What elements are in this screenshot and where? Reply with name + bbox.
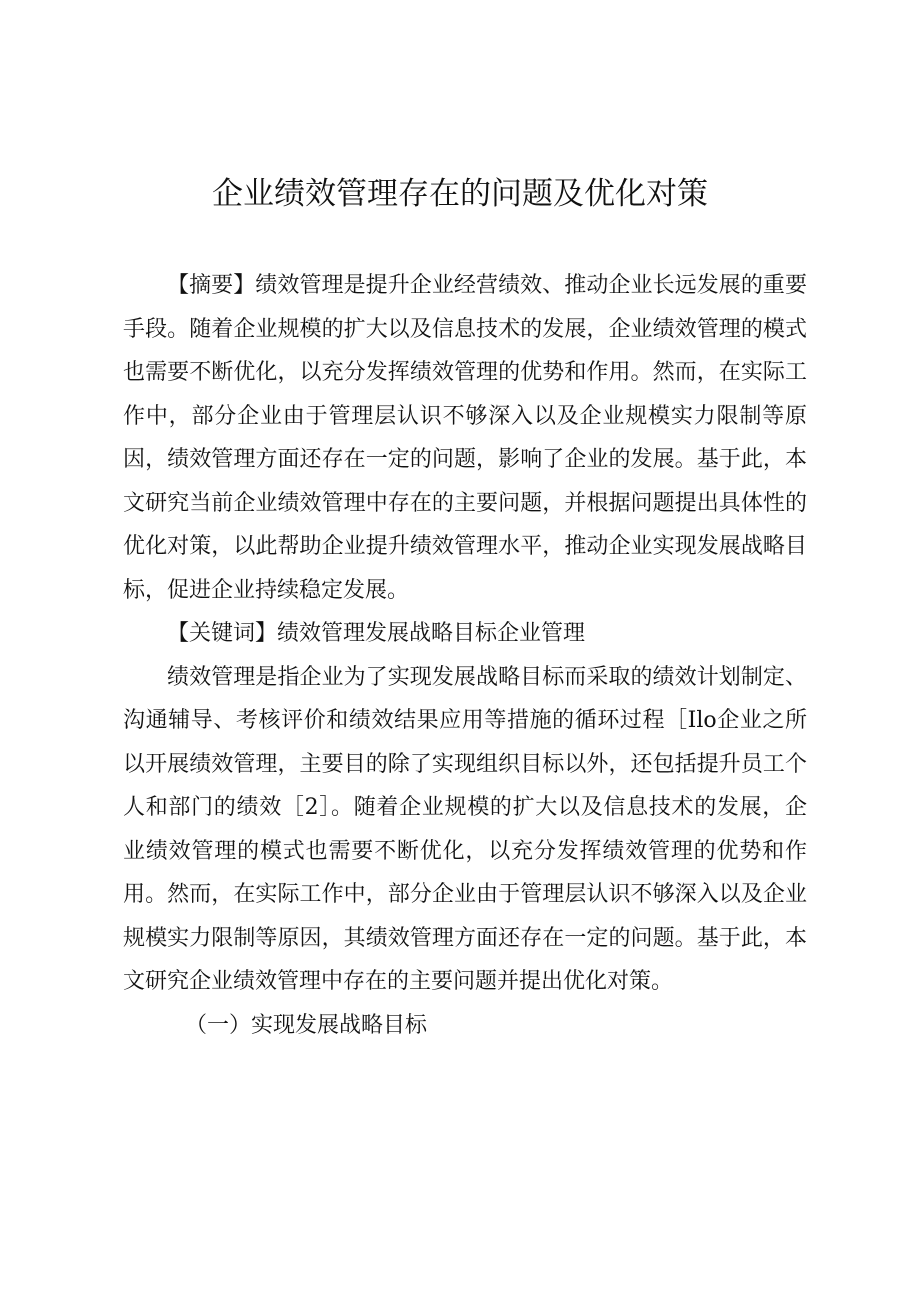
abstract-paragraph bbox=[123, 264, 807, 612]
keywords-text: 绩效管理发展战略目标企业管理 bbox=[277, 621, 586, 646]
document-title: 企业绩效管理存在的问题及优化对策 bbox=[212, 176, 708, 212]
abstract-label: 【摘要】 bbox=[167, 273, 256, 298]
document-body bbox=[123, 264, 807, 1047]
keywords-label: 【关键词】 bbox=[167, 621, 278, 646]
intro-paragraph: 绩效管理是指企业为了实现发展战略目标而采取的绩效计划制定、沟通辅导、考核评价和绩效结果应用等措施的循环过程［Ilo企业之所以开展绩效管理，主要目的除了实现组织目标以外，还包括提升员工个人和部门的绩效［2］。随着企业规模的扩大以及信息技术的发展，企业绩效管理的模式也需要不断优化，以充分发挥绩效管理的优势和作用。然而，在实际工作中，部分企业由于管理层认识不够深入以及企业规模实力限制等原因，其绩效管理方面还存在一定的问题。基于此，本文研究企业绩效管理中存在的主要问题并提出优化对策。 bbox=[123, 664, 807, 994]
abstract-text: 绩效管理是提升企业经营绩效、推动企业长远发展的重要手段。随着企业规模的扩大以及信息技术的发展，企业绩效管理的模式也需要不断优化，以充分发挥绩效管理的优势和作用。然而，在实际工作中，部分企业由于管理层认识不够深入以及企业规模实力限制等原因，绩效管理方面还存在一定的问题，影响了企业的发展。基于此，本文研究当前企业绩效管理中存在的主要问题，并根据问题提出具体性的优化对策，以此帮助企业提升绩效管理水平，推动企业实现发展战略目标，促进企业持续稳定发展。 bbox=[123, 273, 807, 603]
keywords-paragraph bbox=[123, 612, 807, 656]
section-heading: （一）实现发展战略目标 bbox=[185, 1012, 428, 1038]
